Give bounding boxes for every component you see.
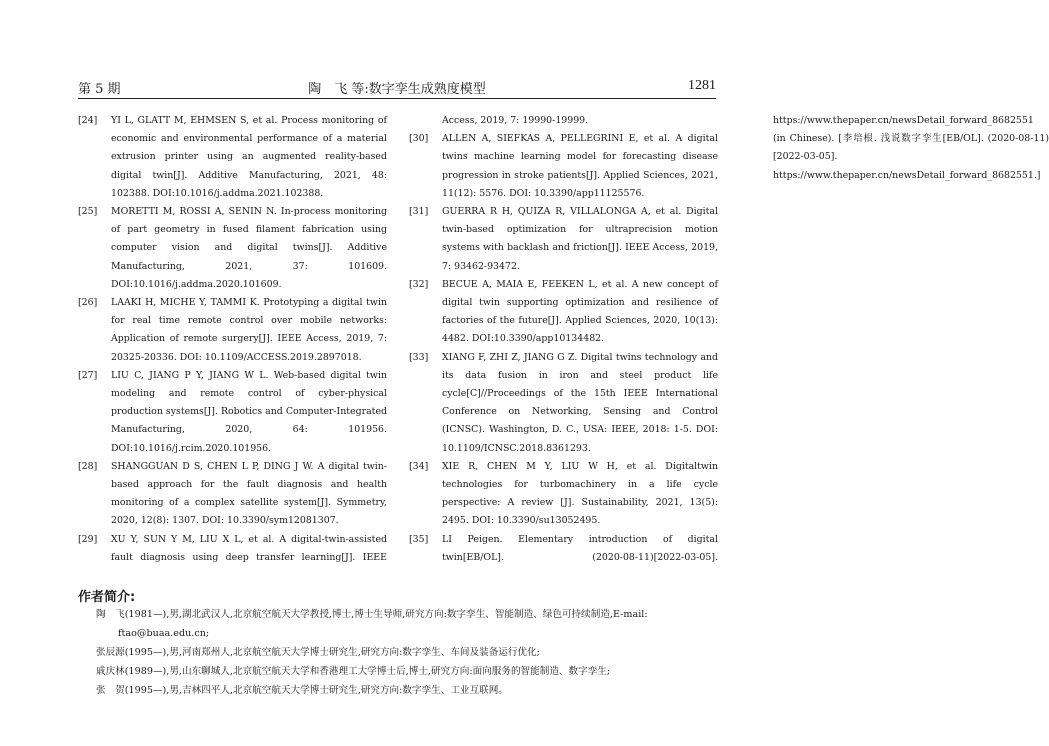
reference-item [409, 130, 718, 203]
issue-number: 第 5 期 [78, 82, 121, 97]
reference-number: [25] [78, 206, 98, 218]
author-bio [96, 643, 722, 662]
reference-number: [34] [409, 460, 429, 472]
reference-number: [26] [78, 297, 98, 309]
reference-number: [31] [409, 206, 429, 218]
reference-text: LI Peigen. Elementary introduction of digital twin[EB/OL]. (2020-08-11)[2022-03-05]. https://www.thepaper.cn/newsDetail_forward_8682551 (in Chinese). [李培根. 浅说数字孪生[EB/OL]. (2020-08-11)[2022-03-05]. https://www.thepaper.cn/newsDetail_forward_8682551.] [442, 115, 1049, 563]
page-number: 1281 [688, 78, 716, 93]
reference-number: [27] [78, 369, 98, 381]
reference-list [78, 112, 1049, 572]
reference-item [78, 203, 387, 294]
reference-item [78, 294, 387, 367]
reference-text: XU Y, SUN Y M, LIU X L, et al. A digital-twin-assisted fault diagnosis using deep transfer learning[J]. IEEE Access, 2019, 7: 19990-19999. [111, 115, 589, 563]
reference-item [409, 349, 718, 458]
author-bio [96, 605, 722, 643]
running-title: 陶 飞 等:数字孪生成熟度模型 [308, 82, 486, 97]
author-bio-text: 戚庆林(1989—),男,山东聊城人,北京航空航天大学和香港理工大学博士后,博士,研究方向:面向服务的智能制造、数字孪生; [96, 666, 611, 677]
reference-text: XIANG F, ZHI Z, JIANG G Z. Digital twins technology and its data fusion in iron and steel product life cycle[C]//Proceedings of the 15th IEEE International Conference on Networking, Sensing and Control (ICNSC). Washington, D. C., USA: IEEE, 2018: 1-5. DOI: 10.1109/ICNSC.2018.8361293. [442, 351, 718, 454]
reference-text: BECUE A, MAIA E, FEEKEN L, et al. A new concept of digital twin supporting optimization and resilience of factories of the future[J]. Applied Sciences, 2020, 10(13): 4482. DOI:10.3390/app10134482. [442, 278, 718, 345]
reference-text: LIU C, JIANG P Y, JIANG W L. Web-based digital twin modeling and remote control of cyber-physical production systems[J]. Robotics and Computer-Integrated Manufacturing, 2020, 64: 101956. DOI:10.1016/j.rcim.2020.101956. [111, 369, 387, 454]
reference-item [78, 367, 387, 458]
author-bio-heading: 作者简介: [78, 590, 136, 605]
reference-number: [33] [409, 351, 429, 363]
reference-item [409, 458, 718, 531]
reference-item [78, 112, 387, 203]
reference-item [409, 203, 718, 276]
author-bio-text: 张辰源(1995—),男,河南郑州人,北京航空航天大学博士研究生,研究方向:数字孪生、车间及装备运行优化; [96, 647, 540, 658]
reference-text: MORETTI M, ROSSI A, SENIN N. In-process monitoring of part geometry in fused filament fabrication using computer vision and digital twins[J]. Additive Manufacturing, 2021, 37: 101609. DOI:10.1016/j.addma.2020.101609. [111, 206, 387, 290]
reference-number: [29] [78, 533, 98, 545]
reference-text: LAAKI H, MICHE Y, TAMMI K. Prototyping a digital twin for real time remote control over mobile networks: Application of remote surgery[J]. IEEE Access, 2019, 7: 20325-20336. DOI: 10.1109/ACCESS.2019.2897018. [111, 297, 387, 363]
reference-number: [24] [78, 115, 98, 126]
author-bio-text: 陶 飞(1981—),男,湖北武汉人,北京航空航天大学教授,博士,博士生导师,研究方向:数字孪生、智能制造、绿色可持续制造,E-mail: [96, 609, 648, 620]
reference-number: [32] [409, 278, 429, 290]
reference-item [409, 276, 718, 349]
author-bio [96, 662, 722, 681]
running-header [78, 76, 716, 99]
reference-text: GUERRA R H, QUIZA R, VILLALONGA A, et al. Digital twin-based optimization for ultraprecision motion systems with backlash and friction[J]. IEEE Access, 2019, 7: 93462-93472. [442, 206, 718, 272]
author-email: ftao@buaa.edu.cn; [118, 628, 210, 639]
reference-number: [30] [409, 133, 429, 145]
reference-text: ALLEN A, SIEFKAS A, PELLEGRINI E, et al. A digital twins machine learning model for forecasting disease progression in stroke patients[J]. Applied Sciences, 2021, 11(12): 5576. DOI: 10.3390/app11125576. [442, 133, 718, 199]
author-bio-text: 张 贺(1995—),男,吉林四平人,北京航空航天大学博士研究生,研究方向:数字孪生、工业互联网。 [96, 685, 508, 696]
reference-text: SHANGGUAN D S, CHEN L P, DING J W. A digital twin-based approach for the fault diagnosis and health monitoring of a complex satellite system[J]. Symmetry, 2020, 12(8): 1307. DOI: 10.3390/sym12081307. [111, 460, 387, 527]
reference-text: XIE R, CHEN M Y, LIU W H, et al. Digitaltwin technologies for turbomachinery in a life cycle perspective: A review [J]. Sustainability, 2021, 13(5): 2495. DOI: 10.3390/su13052495. [442, 460, 718, 527]
reference-number: [28] [78, 460, 98, 472]
author-bio-list [96, 605, 722, 700]
reference-number: [35] [409, 533, 429, 545]
reference-text: YI L, GLATT M, EHMSEN S, et al. Process monitoring of economic and environmental performance of a material extrusion printer using an augmented reality-based digital twin[J]. Additive Manufacturing, 2021, 48: 102388. DOI:10.1016/j.addma.2021.102388. [111, 115, 387, 199]
author-bio [96, 681, 722, 700]
reference-item [78, 458, 387, 531]
